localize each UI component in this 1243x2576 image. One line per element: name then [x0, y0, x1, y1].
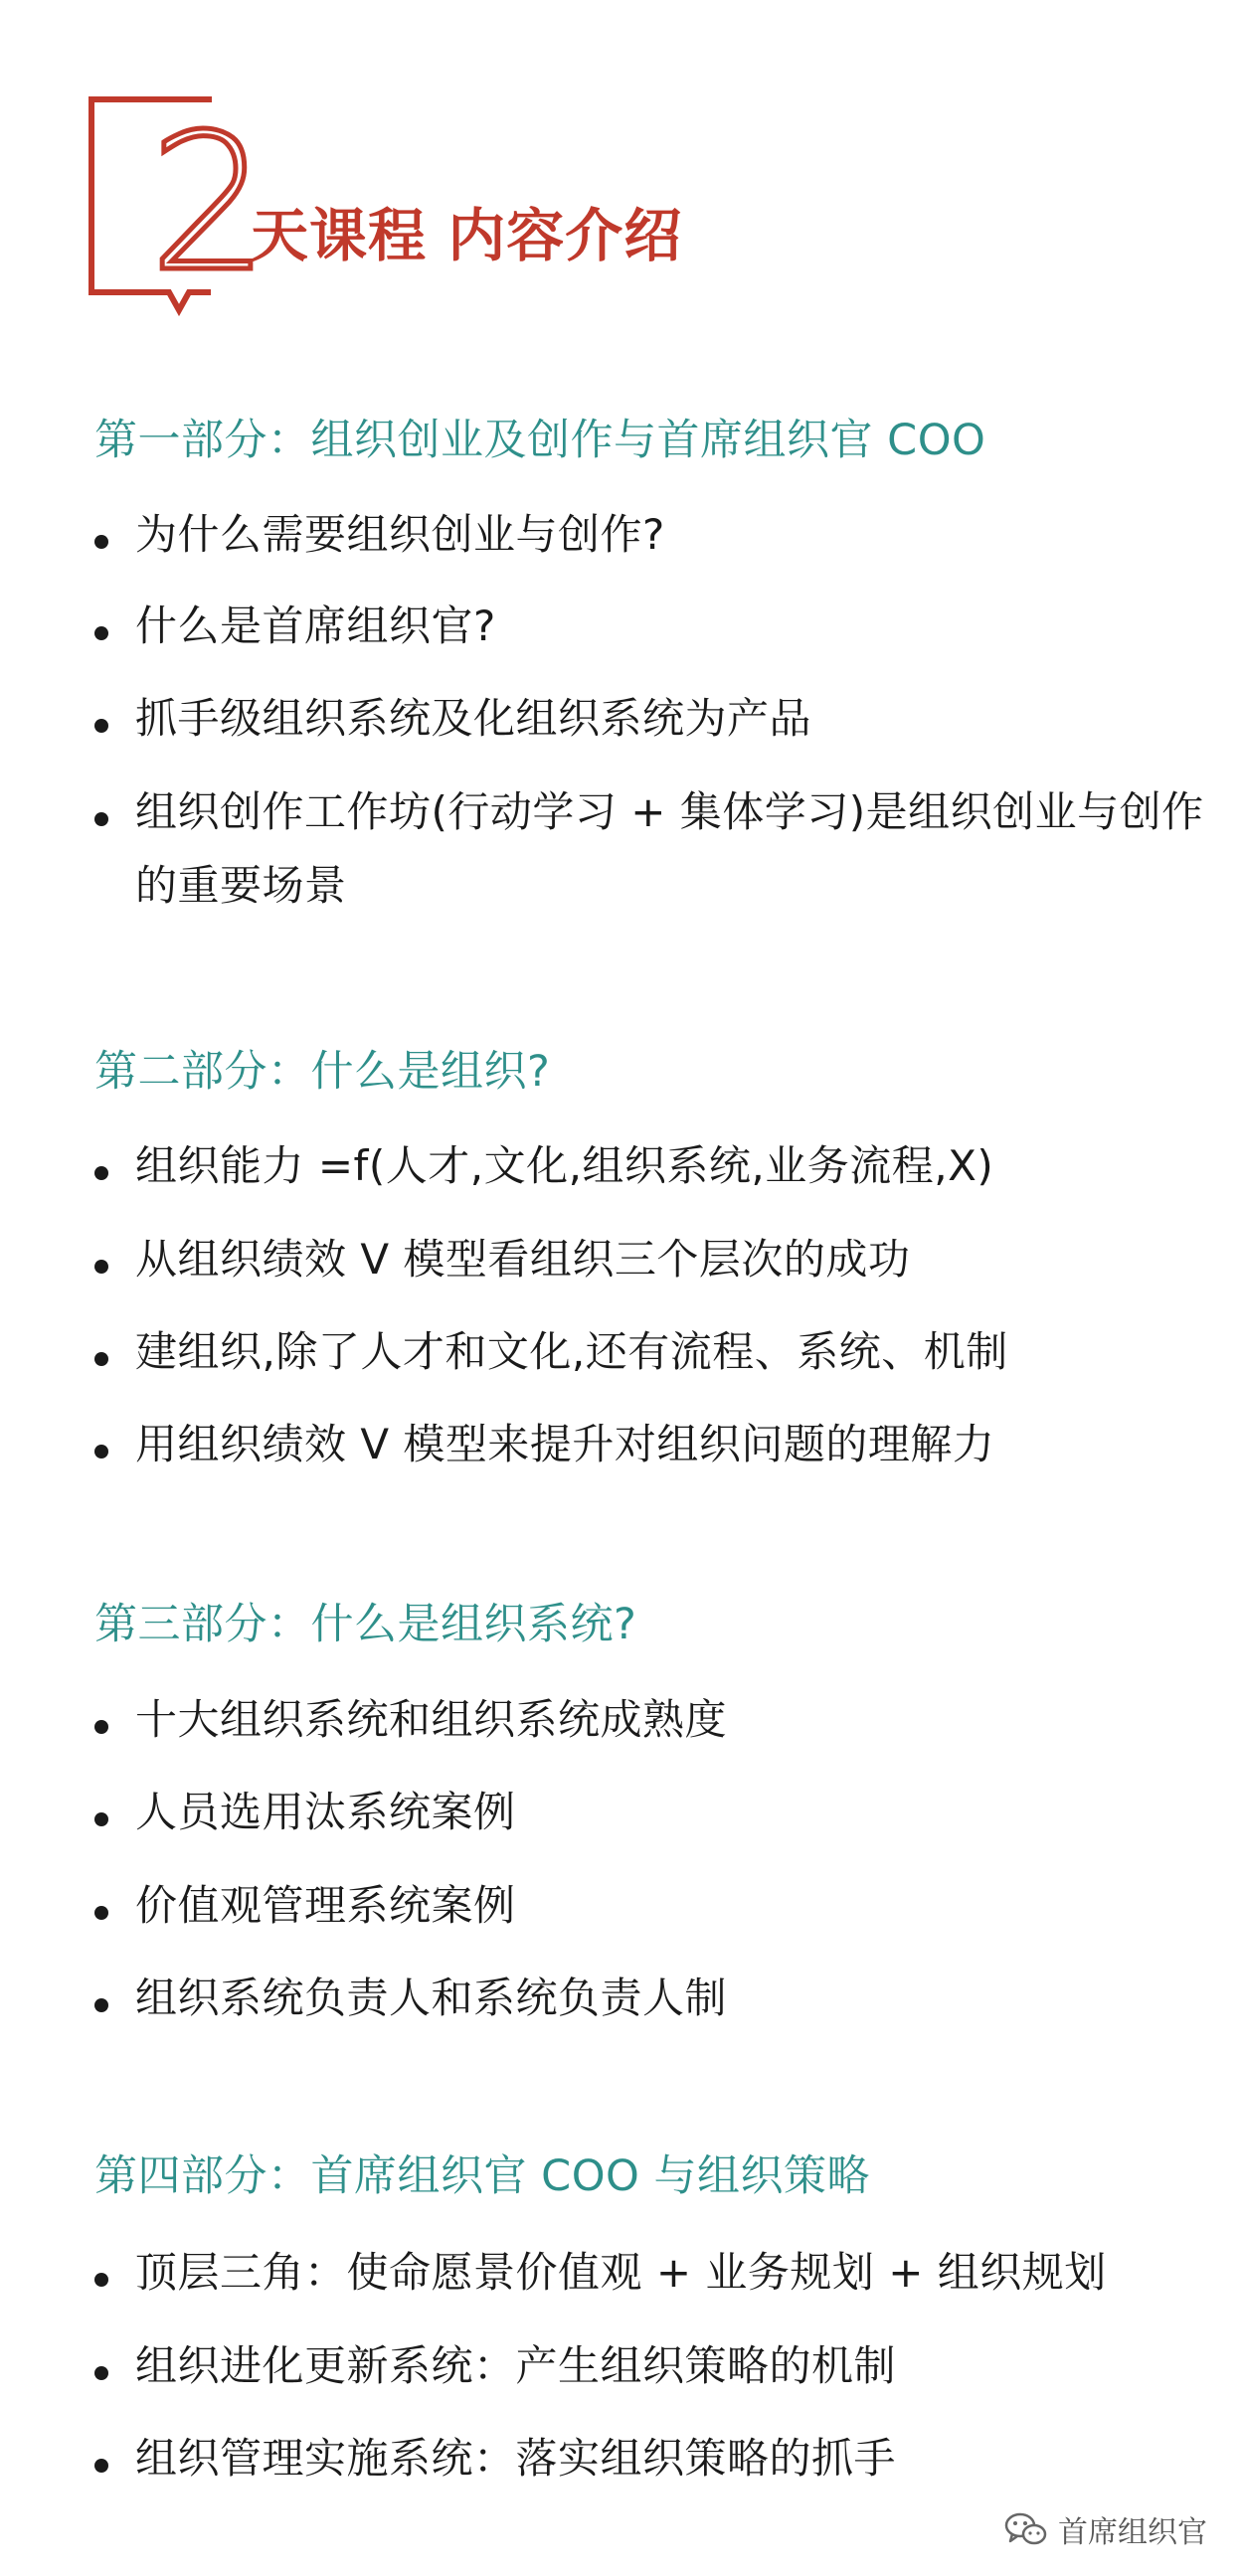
section-heading: 第一部分：组织创业及创作与首席组织官 COO — [94, 416, 986, 465]
list-item-text: 组织进化更新系统：产生组织策略的机制 — [135, 2341, 897, 2390]
bullet-icon — [94, 812, 108, 826]
header-title: 天课程 内容介绍 — [251, 202, 683, 269]
course-header — [88, 93, 784, 322]
bullet-icon — [94, 1720, 108, 1734]
bullet-icon — [94, 719, 108, 733]
section-heading: 第三部分：什么是组织系统? — [94, 1600, 637, 1649]
list-item-text: 人员选用汰系统案例 — [135, 1788, 516, 1836]
bullet-icon — [94, 2273, 108, 2287]
watermark-text: 首席组织官 — [1058, 2515, 1207, 2550]
wechat-icon — [1004, 2511, 1048, 2547]
bullet-icon — [94, 626, 108, 640]
bullet-icon — [94, 1166, 108, 1180]
bullet-icon — [94, 535, 108, 549]
list-item-text: 建组织,除了人才和文化,还有流程、系统、机制 — [135, 1327, 1008, 1376]
list-item-text: 组织能力 =f(人才,文化,组织系统,业务流程,X) — [135, 1141, 994, 1190]
section-heading: 第四部分：首席组织官 COO 与组织策略 — [94, 2151, 871, 2201]
bullet-icon — [94, 1260, 108, 1274]
list-item-text: 什么是首席组织官? — [135, 601, 496, 650]
list-item-text: 为什么需要组织创业与创作? — [135, 510, 665, 559]
bullet-icon — [94, 1352, 108, 1366]
bullet-icon — [94, 2366, 108, 2380]
list-item-text: 组织管理实施系统：落实组织策略的抓手 — [135, 2434, 897, 2483]
list-item-text: 十大组织系统和组织系统成熟度 — [135, 1695, 728, 1744]
bullet-icon — [94, 1445, 108, 1459]
bullet-icon — [94, 1812, 108, 1826]
bullet-icon — [94, 1906, 108, 1920]
list-item-text: 顶层三角：使命愿景价值观 + 业务规划 + 组织规划 — [135, 2248, 1107, 2297]
list-item-text: 组织系统负责人和系统负责人制 — [135, 1974, 728, 2022]
list-item-text: 组织创作工作坊(行动学习 + 集体学习)是组织创业与创作的重要场景 — [135, 787, 1204, 910]
watermark — [1004, 2503, 1207, 2555]
header-number: 2 — [149, 93, 269, 313]
bullet-icon — [94, 1998, 108, 2012]
list-item-text: 抓手级组织系统及化组织系统为产品 — [135, 694, 812, 743]
list-item-text: 从组织绩效 V 模型看组织三个层次的成功 — [135, 1235, 911, 1284]
bullet-icon — [94, 2459, 108, 2473]
list-item-text: 价值观管理系统案例 — [135, 1881, 516, 1930]
list-item-text: 用组织绩效 V 模型来提升对组织问题的理解力 — [135, 1420, 995, 1468]
section-heading: 第二部分：什么是组织? — [94, 1047, 551, 1097]
